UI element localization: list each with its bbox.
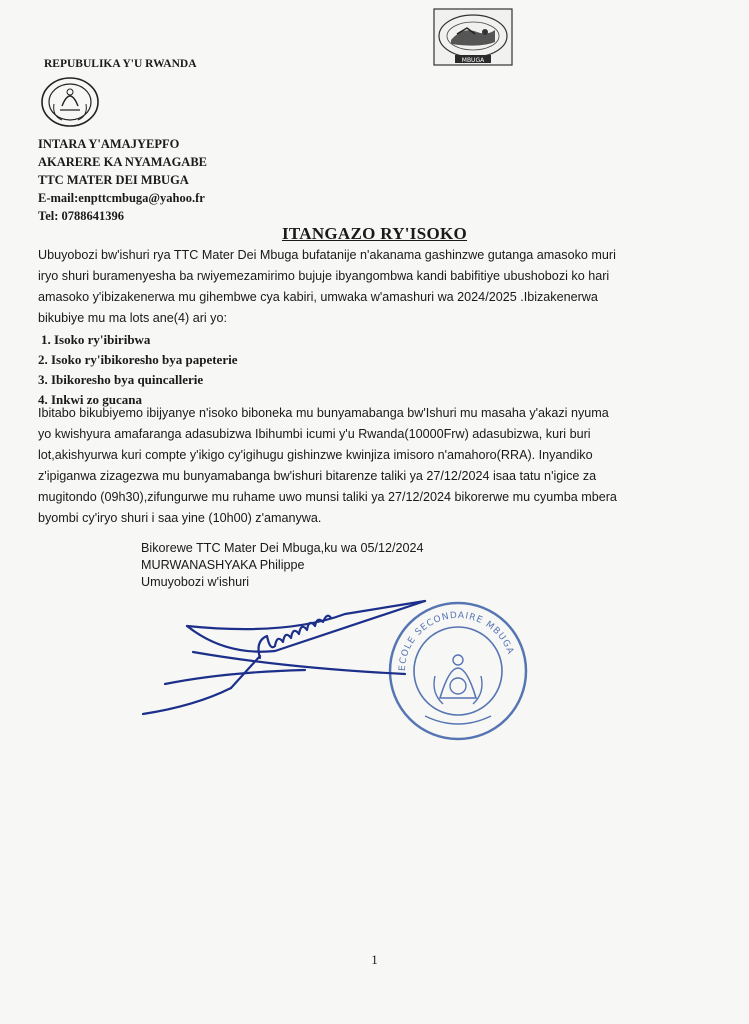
phone-line: Tel: 0788641396 xyxy=(38,209,124,223)
republic-heading: REPUBULIKA Y'U RWANDA xyxy=(44,58,197,70)
details-line: z'ipiganwa zizagezwa mu bunyamabanga bw'ishuri bitarenze taliki ya 27/12/2024 isaa tatu n'igice za xyxy=(38,469,597,483)
signature-place-date: Bikorewe TTC Mater Dei Mbuga,ku wa 05/12/2024 xyxy=(141,541,424,555)
email-line: E-mail:enpttcmbuga@yahoo.fr xyxy=(38,191,205,205)
province-heading: INTARA Y'AMAJYEPFO xyxy=(38,137,180,151)
page-number: 1 xyxy=(371,952,378,967)
handwritten-signature xyxy=(135,596,435,726)
svg-text:MBUGA: MBUGA xyxy=(461,57,485,64)
intro-line: bikubiye mu ma lots ane(4) ari yo: xyxy=(38,311,227,325)
details-line: Ibitabo bikubiyemo ibijyanye n'isoko biboneka mu bunyamabanga bw'Ishuri mu masaha y'akazi nyuma xyxy=(38,406,609,420)
intro-line: iryo shuri buramenyesha ba rwiyemezamirimo bujuje ibyangombwa kandi babifitiye ubushobozi ko hari xyxy=(38,269,610,283)
intro-paragraph xyxy=(38,245,718,329)
signatory-name: MURWANASHYAKA Philippe xyxy=(141,558,305,572)
svg-text:ECOLE SECONDAIRE MBUGA: ECOLE SECONDAIRE MBUGA xyxy=(397,610,516,672)
details-line: yo kwishyura amafaranga adasubizwa Ibihumbi icumi y'u Rwanda(10000Frw) adasubizwa, kuri buri xyxy=(38,427,591,441)
details-line: byombi cy'iryo shuri i saa yine (10h00) z'amanywa. xyxy=(38,511,322,525)
lot-item: 3. Ibikoresho bya quincallerie xyxy=(38,372,204,387)
signature-block xyxy=(141,540,424,591)
lot-item: 1. Isoko ry'ibiribwa xyxy=(41,332,151,347)
details-line: mugitondo (09h30),zifungurwe mu ruhame uwo munsi taliki ya 27/12/2024 bikorerwe mu cyumba mbera xyxy=(38,490,617,504)
school-logo xyxy=(433,8,513,66)
school-heading: TTC MATER DEI MBUGA xyxy=(38,173,189,187)
details-line: lot,akishyurwa kuri compte y'ikigo cy'igihugu gishinzwe kwinjiza imisoro n'amahoro(RRA). Inyandiko xyxy=(38,448,593,462)
rwanda-emblem xyxy=(40,76,100,128)
district-heading: AKARERE KA NYAMAGABE xyxy=(38,155,208,169)
lot-item: 4. Inkwi zo gucana xyxy=(38,392,143,407)
intro-line: amasoko y'ibizakenerwa mu gihembwe cya kabiri, umwaka w'amashuri wa 2024/2025 .Ibizakenerwa xyxy=(38,290,598,304)
intro-line: Ubuyobozi bw'ishuri rya TTC Mater Dei Mbuga bufatanije n'akanama gashinzwe gutanga amasoko muri xyxy=(38,248,616,262)
lot-item: 2. Isoko ry'ibikoresho bya papeterie xyxy=(38,352,238,367)
signatory-role: Umuyobozi w'ishuri xyxy=(141,575,250,589)
details-paragraph xyxy=(38,403,718,529)
lots-list xyxy=(38,330,237,410)
document-title: ITANGAZO RY'ISOKO xyxy=(281,224,468,243)
